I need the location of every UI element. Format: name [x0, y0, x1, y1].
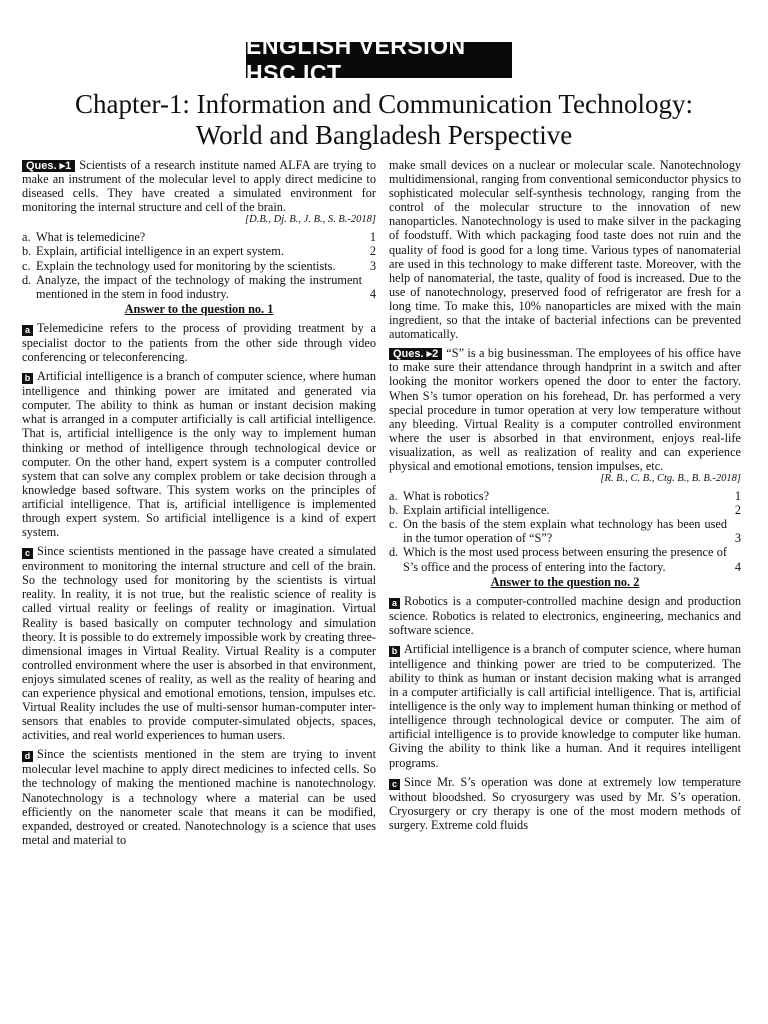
q2-sub-b-mark: 2 [734, 503, 741, 518]
q2-answer-c-text: Since Mr. S’s operation was done at extremely low temperature without bloodshed. So cryosurgery was used by Mr. S’s operation. Cryosurgery or cry therapy is one of the most modern methods of surgery. Extreme cold fluids [389, 774, 741, 832]
q1-sub-d-text: Analyze, the impact of the technology of making the instrument mentioned in the stem in food industry. [36, 272, 362, 301]
q2-sub-d-mark: 4 [734, 559, 741, 574]
chapter-title-line-1: Chapter-1: Information and Communication Technology: [75, 89, 693, 119]
q2-sub-c-mark: 3 [734, 531, 741, 546]
left-column [22, 158, 376, 852]
q2-sub-c-text: On the basis of the stem explain what technology has been used in the tumor operation of “S”? [403, 517, 727, 546]
q2-answer-b [389, 642, 741, 770]
q1-sub-b-text: Explain, artificial intelligence in an expert system. [36, 244, 284, 259]
q2-sub-d-key: d. [389, 545, 399, 560]
q1-sub-c [22, 259, 376, 273]
q1-sub-c-key: c. [22, 258, 31, 273]
q1-sub-b-mark: 2 [369, 244, 376, 259]
q2-answer-a-label: a [389, 598, 400, 609]
q2-sub-b-key: b. [389, 503, 399, 518]
q1-sub-c-mark: 3 [369, 258, 376, 273]
question-2-board-ref: [R. B., C. B., Ctg. B., B. B.-2018] [600, 473, 741, 485]
question-1-stem [22, 158, 376, 226]
banner: ENGLISH VERSION HSC ICT [246, 42, 512, 78]
q1-sub-c-text: Explain the technology used for monitoring by the scientists. [36, 258, 336, 273]
q1-sub-a [22, 230, 376, 244]
q2-sub-c-key: c. [389, 517, 398, 532]
question-1-board-ref: [D.B., Dj. B., J. B., S. B.-2018] [245, 214, 376, 226]
q2-answer-a [389, 594, 741, 637]
q1-answer-d-text: Since the scientists mentioned in the stem are trying to invent molecular level machine to apply direct medicines to infected cells. So the technology of making the mentioned machine is nanotechnology. Nanotechnology is a technology where a material can be used efficiently on the nanometer scale that means it can be modified, expanded, destroyed or created. Nanotechnology is a science that uses metal and material to [22, 747, 376, 847]
q1-answer-d-label: d [22, 751, 33, 762]
q2-sub-c [389, 517, 741, 545]
q1-answer-a [22, 321, 376, 364]
q2-answer-b-label: b [389, 646, 400, 657]
question-2-stem [389, 346, 741, 485]
q2-answer-c-label: c [389, 779, 400, 790]
q1-sub-d [22, 273, 376, 301]
q1-answer-b-label: b [22, 373, 33, 384]
q2-answer-c [389, 775, 741, 832]
q1-answer-a-text: Telemedicine refers to the process of providing treatment by a specialist doctor to the patients from the other side through video conferencing or teleconferencing. [22, 320, 376, 365]
q1-answer-c-label: c [22, 548, 33, 559]
q1-answer-c-text: Since scientists mentioned in the passage have created a simulated environment to monitoring the internal structure and cell of the brain. So the technology used for monitoring by the scientists is virtual reality. In reality, it is not true, but the realistic science of reality is called virtual reality or feelings of reality or imagination. Virtual Reality is based basically on computer technology and simulation theory. It is possible to do extremely impossible work by creating three-dimensional images in Virtual Reality. Virtual Reality is a computer controlled environment where the user is absorbed in that environment, enjoys simulated scenes of reality, as well as the reality of hearing and can experience physical and emotional emotions, tension, impulses etc. Virtual Reality includes the use of multi-sensor human-computer inter-sensors that enables to provide computer-simulated objects, spaces, activities, and real world experiences to human users. [22, 544, 376, 743]
q1-sub-d-key: d. [22, 272, 32, 287]
q1-sub-a-text: What is telemedicine? [36, 230, 146, 245]
q2-sub-a-text: What is robotics? [403, 489, 490, 504]
q2-answer-heading: Answer to the question no. 2 [490, 574, 640, 589]
q1-sub-d-mark: 4 [369, 286, 376, 301]
question-2-tag: Ques. ▸2 [389, 348, 442, 360]
q2-answer-b-text: Artificial intelligence is a branch of computer science, where human intelligence and thinking power are tried to be computerized. The ability to think as human or instant decision making what is arranged in a computer artificially is call artificial intelligence. That is, artificial intelligence is the only way to implement human thinking or method of intelligence through technological device or computer. The aim of artificial intelligence is to provide knowledge to computer like human. Giving the ability to think like a human. And it requires intelligent programs. [389, 641, 741, 770]
q2-sub-b-text: Explain artificial intelligence. [403, 503, 550, 518]
q2-sub-d-text: Which is the most used process between ensuring the presence of S’s office and the process of entering into the factory. [403, 545, 727, 574]
q1-answer-b-text: Artificial intelligence is a branch of computer science, where human intelligence and thinking power are imitated and generated via computer. The ability to think as human or instant decision making what is arranged in a computer artificially is call artificial intelligence. That is, artificial intelligence is the only way to implement human thinking or method of intelligence through technological device or computer. On the other hand, expert system is a computer controlled system that can solve any complex problem or take decision through a knowledge based software. This system works on the principles of artificial intelligence. That is, artificial intelligence is implemented through expert system. So artificial intelligence is a kind of expert system. [22, 369, 376, 540]
q2-sub-a [389, 489, 741, 503]
q1-answer-a-label: a [22, 325, 33, 336]
q1-sub-a-mark: 1 [369, 230, 376, 245]
q1-answer-c [22, 544, 376, 742]
q1-sub-b [22, 244, 376, 258]
q2-sub-b [389, 503, 741, 517]
q1-sub-b-key: b. [22, 244, 32, 259]
question-2-stem-text: “S” is a big businessman. The employees of his office have to make sure their attendance through handprint in a switch and after looking the monitor workers opened the door to enter the factory. When S’s tumor operation on his forehead, Dr. has performed a very special procedure in tumor operation at very low temperature without any bleeding. Virtual Reality is a computer controlled environment where the user is absorbed in that environment, enjoys real-life visualization, as well as realization of reality and can experience physical and emotional emotions, tension impulses, etc. [389, 346, 741, 473]
q2-answer-a-text: Robotics is a computer-controlled machine design and production science. Robotics is related to electronics, engineering, mechanics and software science. [389, 593, 741, 637]
right-column [389, 158, 741, 837]
question-1-stem-text: Scientists of a research institute named ALFA are trying to make an instrument of the molecular level to apply direct medicine to diseased cells. They have created a simulated environment for monitoring the internal structure and cell of the brain. [22, 158, 376, 215]
q2-sub-a-mark: 1 [734, 489, 741, 504]
q2-sub-d [389, 545, 741, 573]
q1-sub-a-key: a. [22, 230, 31, 245]
question-1-tag: Ques. ▸1 [22, 160, 75, 172]
q1-answer-heading: Answer to the question no. 1 [124, 301, 274, 316]
q1-answer-d-continued: make small devices on a nuclear or molecular scale. Nanotechnology multidimensional, ranging from conventional semiconductor physics to sophisticated molecular self-synthesis technology, ranging from the control of the molecular structure to the innovation of new nanoparticles. Nanotechnology is used to make silver in the packaging of foodstuff. With which packaging food taste does not ruin and the quality of food is good for a long time. Various types of nanomaterial are used in this technology to make different taste. Moreover, with the help of nanomaterial, the taste, quality of food is increased. Due to the use of nanotechnology, preserved food of refrigerator are fresh for a long time. To make this, 10% nanoparticles are mixed with the main ingredient, so that the intake of bacterial infections can be prevented automatically. [389, 158, 741, 342]
q2-sub-a-key: a. [389, 489, 398, 504]
chapter-title-line-2: World and Bangladesh Perspective [195, 120, 573, 150]
q1-answer-b [22, 369, 376, 539]
q1-answer-d [22, 747, 376, 847]
